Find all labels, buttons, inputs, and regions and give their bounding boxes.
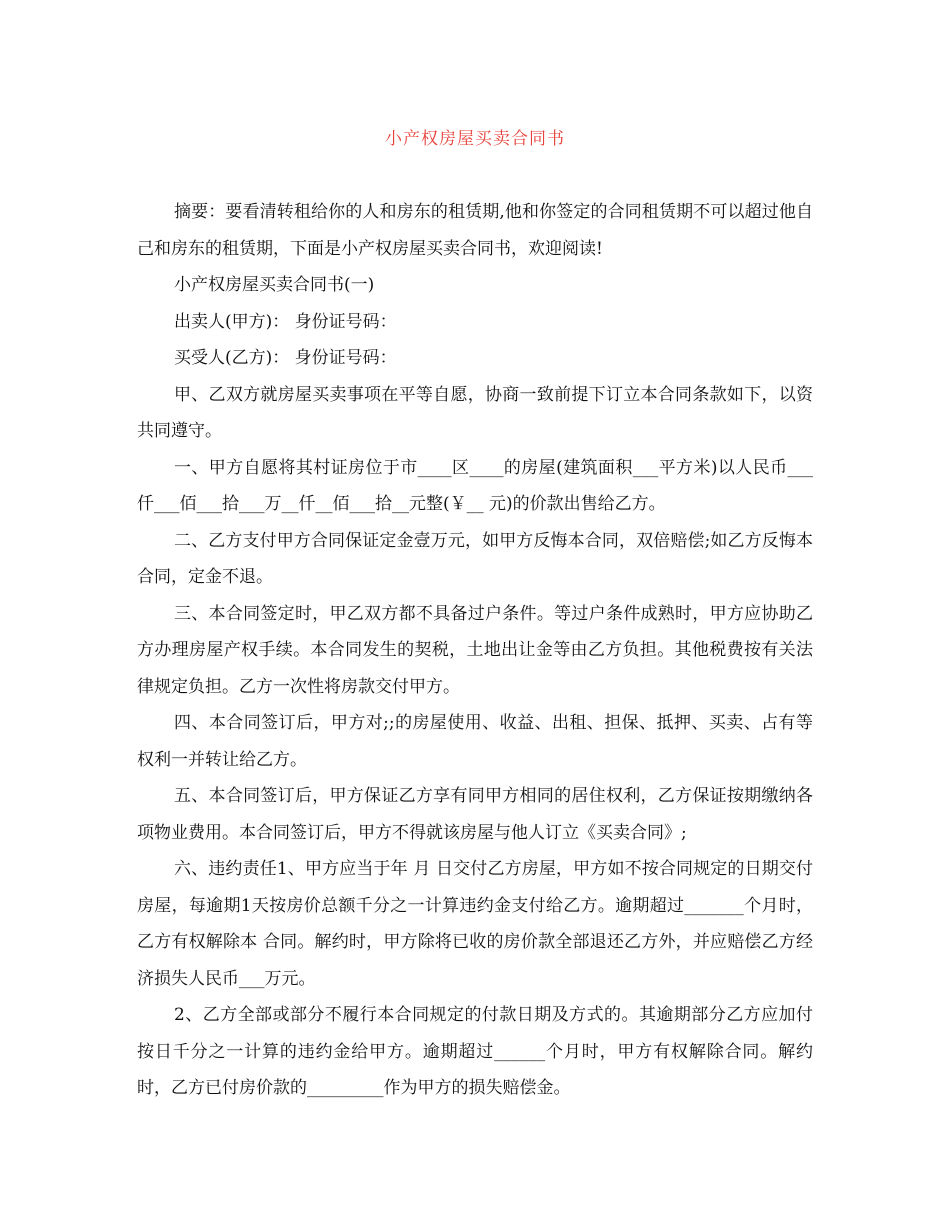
clause-3-paragraph: 三、本合同签定时，甲乙双方都不具备过户条件。等过户条件成熟时，甲方应协助乙方办理房屋产权手续。本合同发生的契税，土地出让金等由乙方负担。其他税费按有关法律规定负担。乙方一次性将房款交付甲方。 — [137, 603, 813, 697]
seller-line: 出卖人(甲方)： 身份证号码： — [174, 311, 397, 332]
contract-heading: 小产权房屋买卖合同书(一) — [174, 275, 375, 295]
document-title: 小产权房屋买卖合同书 — [385, 129, 565, 149]
summary-paragraph: 摘要：要看清转租给你的人和房东的租赁期,他和你签定的合同租赁期不可以超过他自己和房东的租赁期，下面是小产权房屋买卖合同书，欢迎阅读! — [137, 202, 813, 259]
clause-6-paragraph: 六、违约责任1、甲方应当于年 月 日交付乙方房屋，甲方如不按合同规定的日期交付房屋，每逾期1天按房价总额千分之一计算违约金支付给乙方。逾期超过_______个月时，乙方有权解除本 合同。解约时，甲方除将已收的房价款全部退还乙方外，并应赔偿乙方经济损失人民币___万元。 — [137, 859, 813, 989]
document-body — [137, 194, 813, 1107]
clause-1-paragraph: 一、甲方自愿将其村证房位于市____区____的房屋(建筑面积___平方米)以人民币___仟___佰___拾___万__仟__佰___拾__元整(￥__ 元)的价款出售给乙方。 — [137, 457, 813, 514]
buyer-line: 买受人(乙方)： 身份证号码： — [174, 348, 397, 368]
clause-5-paragraph: 五、本合同签订后，甲方保证乙方享有同甲方相同的居住权利，乙方保证按期缴纳各项物业费用。本合同签订后，甲方不得就该房屋与他人订立《买卖合同》; — [137, 786, 813, 843]
clause-4-paragraph: 四、本合同签订后，甲方对;;的房屋使用、收益、出租、担保、抵押、买卖、占有等权利一并转让给乙方。 — [137, 713, 813, 770]
clause-2-paragraph: 二、乙方支付甲方合同保证定金壹万元，如甲方反悔本合同，双倍赔偿;如乙方反悔本合同，定金不退。 — [137, 530, 813, 587]
preamble-paragraph: 甲、乙双方就房屋买卖事项在平等自愿，协商一致前提下订立本合同条款如下，以资共同遵守。 — [137, 384, 813, 441]
clause-6-2-paragraph: 2、乙方全部或部分不履行本合同规定的付款日期及方式的。其逾期部分乙方应加付按日千分之一计算的违约金给甲方。逾期超过______个月时，甲方有权解除合同。解约时，乙方已付房价款的_________作为甲方的损失赔偿金。 — [137, 1005, 813, 1098]
